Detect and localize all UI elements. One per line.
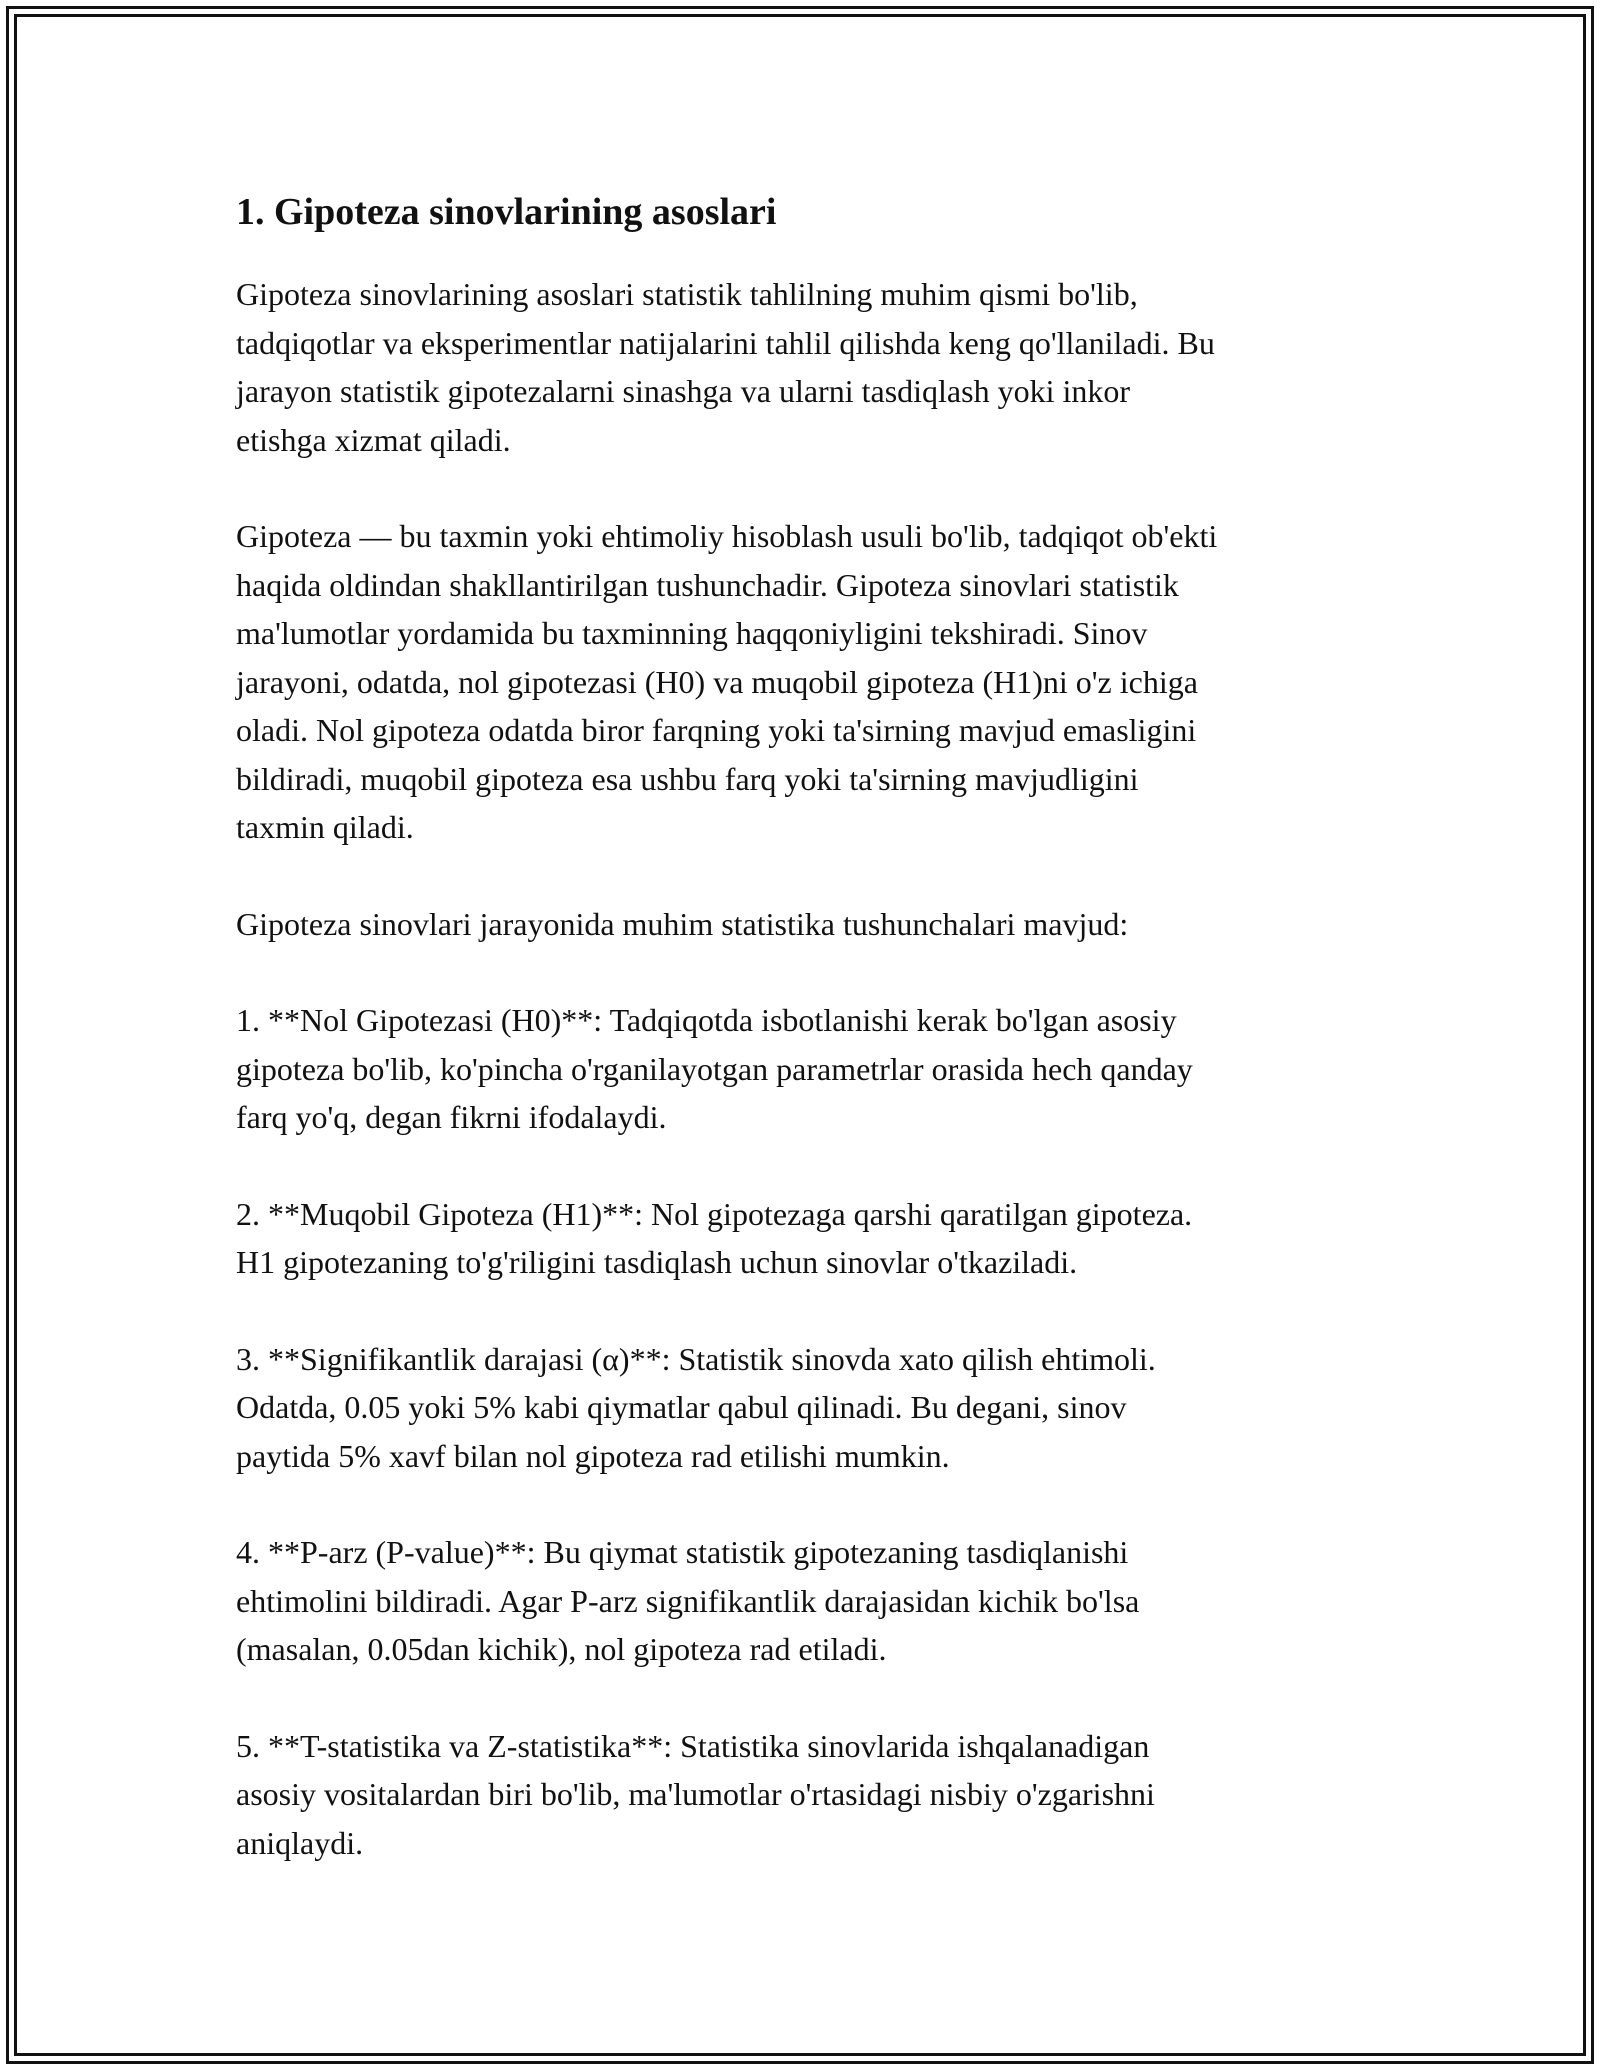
text-line: oladi. Nol gipoteza odatda biror farqning yoki ta'sirning mavjud emasligini xyxy=(236,712,1197,748)
text-line: asosiy vositalardan biri bo'lib, ma'lumotlar o'rtasidagi nisbiy o'zgarishni xyxy=(236,1776,1155,1812)
document-title: 1. Gipoteza sinovlarining asoslari xyxy=(236,191,777,233)
text-line: 5. **T-statistika va Z-statistika**: Statistika sinovlarida ishqalanadigan xyxy=(236,1727,1150,1764)
text-line: ehtimolini bildiradi. Agar P-arz signifikantlik darajasidan kichik bo'lsa xyxy=(236,1582,1140,1619)
paragraph-definition xyxy=(236,512,1376,852)
text-line: haqida oldindan shakllantirilgan tushunchadir. Gipoteza sinovlari statistik xyxy=(236,566,1179,603)
list-item-alternative-hypothesis xyxy=(236,1190,1376,1287)
text-line: 2. **Muqobil Gipoteza (H1)**: Nol gipotezaga qarshi qaratilgan gipoteza. xyxy=(236,1195,1193,1232)
list-item-p-value xyxy=(236,1528,1376,1674)
text-line: Gipoteza sinovlari jarayonida muhim statistika tushunchalari mavjud: xyxy=(236,905,1129,942)
text-line: jarayoni, odatda, nol gipotezasi (H0) va muqobil gipoteza (H1)ni o'z ichiga xyxy=(236,663,1198,700)
text-line: bildiradi, muqobil gipoteza esa ushbu farq yoki ta'sirning mavjudligini xyxy=(236,760,1139,797)
text-line: etishga xizmat qiladi. xyxy=(236,421,511,458)
text-line: 4. **P-arz (P-value)**: Bu qiymat statistik gipotezaning tasdiqlanishi xyxy=(236,1534,1129,1570)
paragraph-intro xyxy=(236,270,1376,464)
list-item-significance-level xyxy=(236,1335,1376,1481)
list-item-null-hypothesis xyxy=(236,996,1376,1142)
list-item-t-z-statistics xyxy=(236,1722,1376,1868)
text-line: Odatda, 0.05 yoki 5% kabi qiymatlar qabul qilinadi. Bu degani, sinov xyxy=(236,1389,1127,1425)
text-line: H1 gipotezaning to'g'riligini tasdiqlash uchun sinovlar o'tkaziladi. xyxy=(236,1244,1078,1280)
text-line: 1. **Nol Gipotezasi (H0)**: Tadqiqotda isbotlanishi kerak bo'lgan asosiy xyxy=(236,1002,1177,1038)
text-line: Gipoteza sinovlarining asoslari statistik tahlilning muhim qismi bo'lib, xyxy=(236,276,1138,312)
text-line: paytida 5% xavf bilan nol gipoteza rad etilishi mumkin. xyxy=(236,1437,950,1474)
text-line: ma'lumotlar yordamida bu taxminning haqqoniyligini tekshiradi. Sinov xyxy=(236,615,1148,651)
paragraph-concepts-intro xyxy=(236,900,1376,949)
text-line: farq yo'q, degan fikrni ifodalaydi. xyxy=(236,1099,667,1135)
text-line: taxmin qiladi. xyxy=(236,809,414,845)
text-line: gipoteza bo'lib, ko'pincha o'rganilayotgan parametrlar orasida hech qanday xyxy=(236,1050,1193,1087)
document-content xyxy=(236,188,1376,1915)
text-line: jarayon statistik gipotezalarni sinashga va ularni tasdiqlash yoki inkor xyxy=(236,373,1131,409)
text-line: 3. **Signifikantlik darajasi (α)**: Statistik sinovda xato qilish ehtimoli. xyxy=(236,1340,1156,1377)
text-line: aniqlaydi. xyxy=(236,1824,364,1861)
text-line: (masalan, 0.05dan kichik), nol gipoteza rad etiladi. xyxy=(236,1631,887,1667)
text-line: Gipoteza — bu taxmin yoki ehtimoliy hisoblash usuli bo'lib, tadqiqot ob'ekti xyxy=(236,518,1218,554)
text-line: tadqiqotlar va eksperimentlar natijalarini tahlil qilishda keng qo'llaniladi. Bu xyxy=(236,324,1215,361)
